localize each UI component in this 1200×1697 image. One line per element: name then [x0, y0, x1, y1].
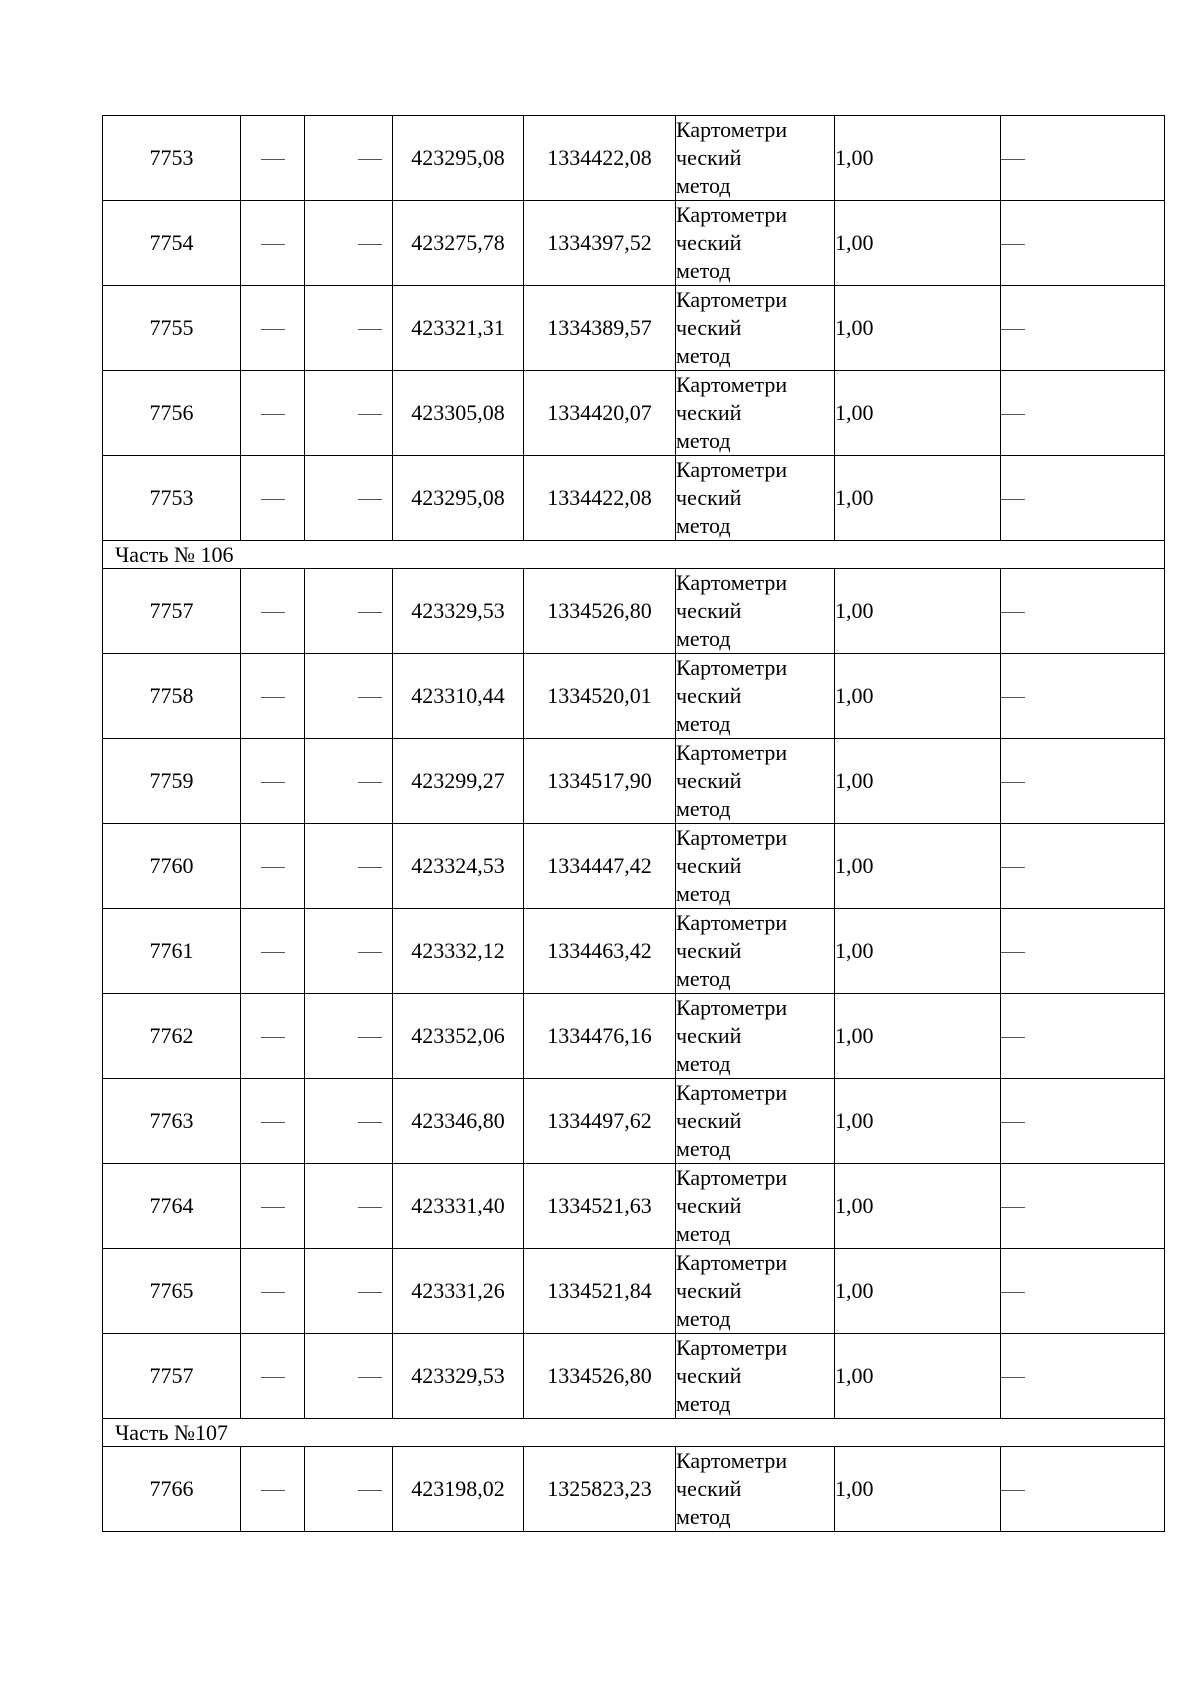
dash-mark — [261, 1037, 285, 1038]
accuracy: 1,00 — [835, 909, 1001, 994]
dash-mark — [1001, 1037, 1025, 1038]
table-row — [103, 286, 1165, 371]
method-line: Картометри — [676, 372, 788, 397]
method-line: ческий — [676, 1363, 742, 1388]
method-line: Картометри — [676, 740, 788, 765]
empty-cell — [1001, 1334, 1165, 1419]
accuracy: 1,00 — [835, 739, 1001, 824]
point-number: 7755 — [103, 286, 241, 371]
method-line: ческий — [676, 400, 742, 425]
method — [676, 739, 835, 824]
method-line: метод — [676, 966, 731, 991]
empty-cell — [1001, 116, 1165, 201]
table-row — [103, 1447, 1165, 1532]
point-number: 7759 — [103, 739, 241, 824]
point-number: 7753 — [103, 116, 241, 201]
method-line: Картометри — [676, 825, 788, 850]
dash-mark — [358, 612, 382, 613]
dash-mark — [1001, 1292, 1025, 1293]
dash-mark — [1001, 1377, 1025, 1378]
empty-cell — [241, 569, 305, 654]
accuracy: 1,00 — [835, 286, 1001, 371]
dash-mark — [358, 1377, 382, 1378]
empty-cell — [241, 654, 305, 739]
coordinates-table — [102, 115, 1165, 1532]
method-line: ческий — [676, 1476, 742, 1501]
dash-mark — [261, 1122, 285, 1123]
dash-mark — [261, 329, 285, 330]
dash-mark — [261, 499, 285, 500]
table-row — [103, 654, 1165, 739]
table-row — [103, 994, 1165, 1079]
coord-y: 1334476,16 — [524, 994, 676, 1079]
empty-cell — [1001, 201, 1165, 286]
dash-mark — [1001, 414, 1025, 415]
method-line: ческий — [676, 145, 742, 170]
dash-mark — [358, 159, 382, 160]
method-line: ческий — [676, 683, 742, 708]
point-number: 7756 — [103, 371, 241, 456]
dash-mark — [261, 612, 285, 613]
method — [676, 1334, 835, 1419]
method-line: ческий — [676, 938, 742, 963]
empty-cell — [241, 1079, 305, 1164]
empty-cell — [241, 1334, 305, 1419]
empty-cell — [241, 371, 305, 456]
empty-cell — [241, 116, 305, 201]
table-body — [103, 116, 1165, 1532]
table-row — [103, 1079, 1165, 1164]
empty-cell — [241, 824, 305, 909]
point-number: 7760 — [103, 824, 241, 909]
empty-cell — [305, 1334, 393, 1419]
method-line: метод — [676, 796, 731, 821]
coord-x: 423352,06 — [393, 994, 524, 1079]
coord-x: 423331,26 — [393, 1249, 524, 1334]
dash-mark — [358, 329, 382, 330]
method-line: метод — [676, 711, 731, 736]
method-line: Картометри — [676, 995, 788, 1020]
empty-cell — [305, 909, 393, 994]
coord-x: 423275,78 — [393, 201, 524, 286]
empty-cell — [305, 654, 393, 739]
method-line: ческий — [676, 485, 742, 510]
coord-x: 423321,31 — [393, 286, 524, 371]
method — [676, 1164, 835, 1249]
empty-cell — [1001, 739, 1165, 824]
coord-y: 1325823,23 — [524, 1447, 676, 1532]
method-line: метод — [676, 428, 731, 453]
method-line: метод — [676, 258, 731, 283]
dash-mark — [1001, 159, 1025, 160]
dash-mark — [1001, 1490, 1025, 1491]
table-row — [103, 569, 1165, 654]
empty-cell — [1001, 654, 1165, 739]
accuracy: 1,00 — [835, 1079, 1001, 1164]
coord-y: 1334497,62 — [524, 1079, 676, 1164]
table-row — [103, 201, 1165, 286]
dash-mark — [1001, 697, 1025, 698]
coord-y: 1334397,52 — [524, 201, 676, 286]
accuracy: 1,00 — [835, 1249, 1001, 1334]
coord-x: 423310,44 — [393, 654, 524, 739]
coord-x: 423299,27 — [393, 739, 524, 824]
method — [676, 909, 835, 994]
method-line: Картометри — [676, 202, 788, 227]
method — [676, 1447, 835, 1532]
coord-x: 423198,02 — [393, 1447, 524, 1532]
method-line: метод — [676, 881, 731, 906]
dash-mark — [358, 1122, 382, 1123]
method-line: Картометри — [676, 655, 788, 680]
method-line: Картометри — [676, 1335, 788, 1360]
dash-mark — [358, 244, 382, 245]
point-number: 7757 — [103, 569, 241, 654]
method — [676, 1249, 835, 1334]
accuracy: 1,00 — [835, 654, 1001, 739]
method-line: метод — [676, 513, 731, 538]
empty-cell — [1001, 909, 1165, 994]
empty-cell — [305, 201, 393, 286]
coord-x: 423329,53 — [393, 1334, 524, 1419]
method-line: метод — [676, 1306, 731, 1331]
point-number: 7762 — [103, 994, 241, 1079]
dash-mark — [261, 1207, 285, 1208]
empty-cell — [1001, 1249, 1165, 1334]
dash-mark — [358, 952, 382, 953]
coord-y: 1334422,08 — [524, 456, 676, 541]
empty-cell — [305, 116, 393, 201]
empty-cell — [1001, 286, 1165, 371]
part-header-row — [103, 541, 1165, 569]
dash-mark — [261, 1377, 285, 1378]
dash-mark — [1001, 1207, 1025, 1208]
empty-cell — [241, 201, 305, 286]
empty-cell — [1001, 1447, 1165, 1532]
empty-cell — [241, 1249, 305, 1334]
empty-cell — [241, 909, 305, 994]
method-line: Картометри — [676, 1165, 788, 1190]
dash-mark — [1001, 867, 1025, 868]
dash-mark — [261, 952, 285, 953]
table-row — [103, 116, 1165, 201]
empty-cell — [1001, 824, 1165, 909]
method-line: Картометри — [676, 1448, 788, 1473]
table-row — [103, 739, 1165, 824]
dash-mark — [1001, 244, 1025, 245]
method — [676, 569, 835, 654]
method — [676, 994, 835, 1079]
empty-cell — [1001, 569, 1165, 654]
dash-mark — [261, 244, 285, 245]
method-line: метод — [676, 173, 731, 198]
empty-cell — [305, 371, 393, 456]
empty-cell — [241, 1164, 305, 1249]
accuracy: 1,00 — [835, 1447, 1001, 1532]
empty-cell — [305, 569, 393, 654]
dash-mark — [261, 414, 285, 415]
empty-cell — [1001, 1164, 1165, 1249]
empty-cell — [241, 739, 305, 824]
accuracy: 1,00 — [835, 201, 1001, 286]
point-number: 7754 — [103, 201, 241, 286]
method-line: ческий — [676, 315, 742, 340]
coord-x: 423332,12 — [393, 909, 524, 994]
dash-mark — [261, 697, 285, 698]
method-line: метод — [676, 343, 731, 368]
method-line: ческий — [676, 1108, 742, 1133]
accuracy: 1,00 — [835, 1334, 1001, 1419]
coord-y: 1334526,80 — [524, 569, 676, 654]
coord-x: 423295,08 — [393, 116, 524, 201]
coord-x: 423329,53 — [393, 569, 524, 654]
method-line: Картометри — [676, 570, 788, 595]
empty-cell — [305, 286, 393, 371]
method-line: метод — [676, 1391, 731, 1416]
dash-mark — [261, 782, 285, 783]
method — [676, 1079, 835, 1164]
empty-cell — [305, 824, 393, 909]
point-number: 7758 — [103, 654, 241, 739]
empty-cell — [1001, 371, 1165, 456]
method-line: Картометри — [676, 457, 788, 482]
dash-mark — [358, 697, 382, 698]
method-line: ческий — [676, 768, 742, 793]
coord-y: 1334521,84 — [524, 1249, 676, 1334]
coord-y: 1334389,57 — [524, 286, 676, 371]
dash-mark — [358, 1490, 382, 1491]
dash-mark — [358, 1292, 382, 1293]
dash-mark — [261, 1490, 285, 1491]
point-number: 7761 — [103, 909, 241, 994]
method — [676, 456, 835, 541]
point-number: 7763 — [103, 1079, 241, 1164]
method-line: ческий — [676, 230, 742, 255]
part-label: Часть №107 — [103, 1419, 1165, 1447]
method — [676, 654, 835, 739]
empty-cell — [1001, 994, 1165, 1079]
method — [676, 286, 835, 371]
method — [676, 116, 835, 201]
dash-mark — [1001, 612, 1025, 613]
table-row — [103, 1164, 1165, 1249]
point-number: 7765 — [103, 1249, 241, 1334]
dash-mark — [1001, 329, 1025, 330]
method-line: ческий — [676, 1023, 742, 1048]
accuracy: 1,00 — [835, 1164, 1001, 1249]
table-row — [103, 456, 1165, 541]
part-label: Часть № 106 — [103, 541, 1165, 569]
table-row — [103, 824, 1165, 909]
method — [676, 371, 835, 456]
coord-y: 1334520,01 — [524, 654, 676, 739]
dash-mark — [1001, 1122, 1025, 1123]
method — [676, 824, 835, 909]
dash-mark — [261, 159, 285, 160]
accuracy: 1,00 — [835, 994, 1001, 1079]
coord-y: 1334422,08 — [524, 116, 676, 201]
empty-cell — [241, 1447, 305, 1532]
method-line: ческий — [676, 853, 742, 878]
empty-cell — [241, 456, 305, 541]
coord-y: 1334526,80 — [524, 1334, 676, 1419]
empty-cell — [305, 1249, 393, 1334]
dash-mark — [358, 499, 382, 500]
dash-mark — [358, 1037, 382, 1038]
method-line: Картометри — [676, 910, 788, 935]
method-line: Картометри — [676, 1250, 788, 1275]
method-line: метод — [676, 626, 731, 651]
point-number: 7764 — [103, 1164, 241, 1249]
dash-mark — [1001, 952, 1025, 953]
dash-mark — [261, 1292, 285, 1293]
accuracy: 1,00 — [835, 116, 1001, 201]
dash-mark — [1001, 499, 1025, 500]
table-row — [103, 909, 1165, 994]
method-line: метод — [676, 1221, 731, 1246]
method-line: метод — [676, 1136, 731, 1161]
coord-y: 1334517,90 — [524, 739, 676, 824]
accuracy: 1,00 — [835, 824, 1001, 909]
method-line: метод — [676, 1504, 731, 1529]
method — [676, 201, 835, 286]
method-line: ческий — [676, 598, 742, 623]
point-number: 7766 — [103, 1447, 241, 1532]
table-row — [103, 1249, 1165, 1334]
empty-cell — [241, 994, 305, 1079]
empty-cell — [241, 286, 305, 371]
method-line: ческий — [676, 1278, 742, 1303]
coord-x: 423305,08 — [393, 371, 524, 456]
accuracy: 1,00 — [835, 371, 1001, 456]
method-line: Картометри — [676, 1080, 788, 1105]
coord-y: 1334447,42 — [524, 824, 676, 909]
empty-cell — [1001, 456, 1165, 541]
method-line: метод — [676, 1051, 731, 1076]
empty-cell — [305, 1164, 393, 1249]
coord-y: 1334521,63 — [524, 1164, 676, 1249]
table-row — [103, 1334, 1165, 1419]
coord-x: 423346,80 — [393, 1079, 524, 1164]
coord-x: 423331,40 — [393, 1164, 524, 1249]
empty-cell — [305, 739, 393, 824]
method-line: Картометри — [676, 287, 788, 312]
dash-mark — [358, 414, 382, 415]
accuracy: 1,00 — [835, 456, 1001, 541]
dash-mark — [358, 1207, 382, 1208]
point-number: 7753 — [103, 456, 241, 541]
dash-mark — [358, 782, 382, 783]
method-line: Картометри — [676, 117, 788, 142]
empty-cell — [305, 1447, 393, 1532]
empty-cell — [305, 1079, 393, 1164]
dash-mark — [1001, 782, 1025, 783]
dash-mark — [261, 867, 285, 868]
point-number: 7757 — [103, 1334, 241, 1419]
empty-cell — [305, 994, 393, 1079]
method-line: ческий — [676, 1193, 742, 1218]
empty-cell — [305, 456, 393, 541]
table-row — [103, 371, 1165, 456]
part-header-row — [103, 1419, 1165, 1447]
coord-y: 1334420,07 — [524, 371, 676, 456]
coord-x: 423295,08 — [393, 456, 524, 541]
dash-mark — [358, 867, 382, 868]
accuracy: 1,00 — [835, 569, 1001, 654]
coord-x: 423324,53 — [393, 824, 524, 909]
coord-y: 1334463,42 — [524, 909, 676, 994]
empty-cell — [1001, 1079, 1165, 1164]
